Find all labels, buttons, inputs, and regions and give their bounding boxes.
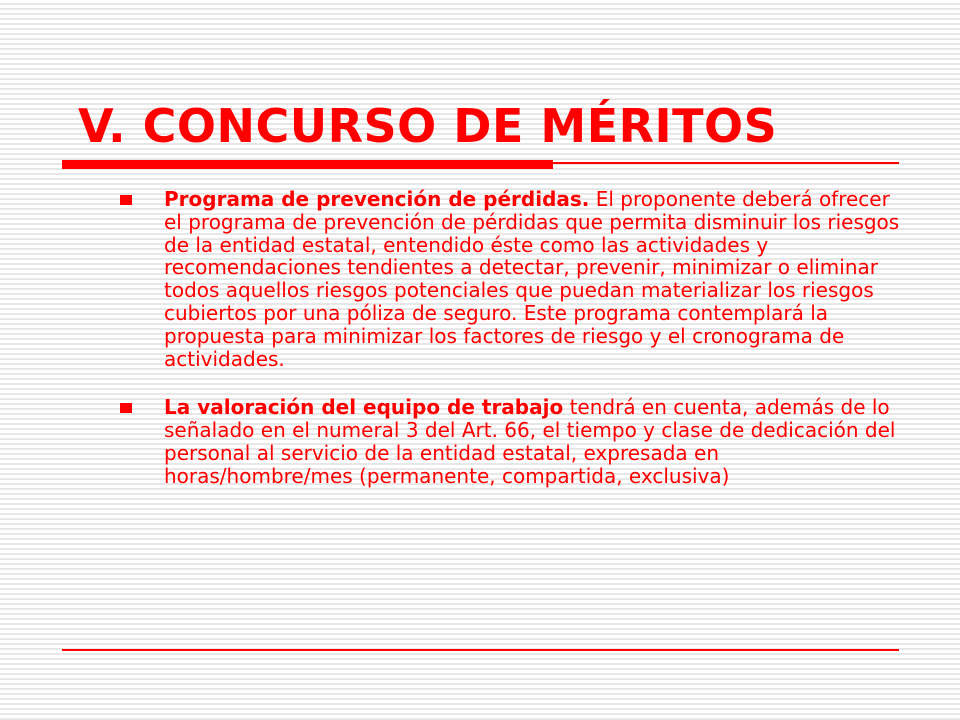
square-bullet-icon <box>120 195 132 205</box>
bullet-body-text: tendrá en cuenta, además de lo señalado en el numeral 3 del Art. 66, el tiempo y clase de dedicación del personal al servicio de la entidad estatal, expresada en horas/hombre/mes (permanente, compartida, exclusiva) <box>164 395 896 488</box>
bullet-item-team-valuation <box>120 396 900 487</box>
bullet-lead-text: Programa de prevención de pérdidas. <box>164 187 590 211</box>
bullet-lead-text: La valoración del equipo de trabajo <box>164 395 564 420</box>
title-underline-bar <box>62 160 553 169</box>
bullet-list <box>120 188 900 488</box>
bullet-body-text: El proponente deberá ofrecer el programa de prevención de pérdidas que permita disminuir los riesgos de la entidad estatal, entendido éste como las actividades y recomendaciones tendientes a detectar, prevenir, minimizar o eliminar todos aquellos riesgos potenciales que puedan materializar los riesgos cubiertos por una póliza de seguro. Este programa contemplará la propuesta para minimizar los factores de riesgo y el cronograma de actividades. <box>164 187 900 371</box>
footer-rule <box>62 649 899 651</box>
title-underline-rule <box>553 162 899 164</box>
slide-title: V. CONCURSO DE MÉRITOS <box>78 99 778 153</box>
square-bullet-icon <box>120 403 132 413</box>
bullet-item-loss-prevention <box>120 188 900 370</box>
